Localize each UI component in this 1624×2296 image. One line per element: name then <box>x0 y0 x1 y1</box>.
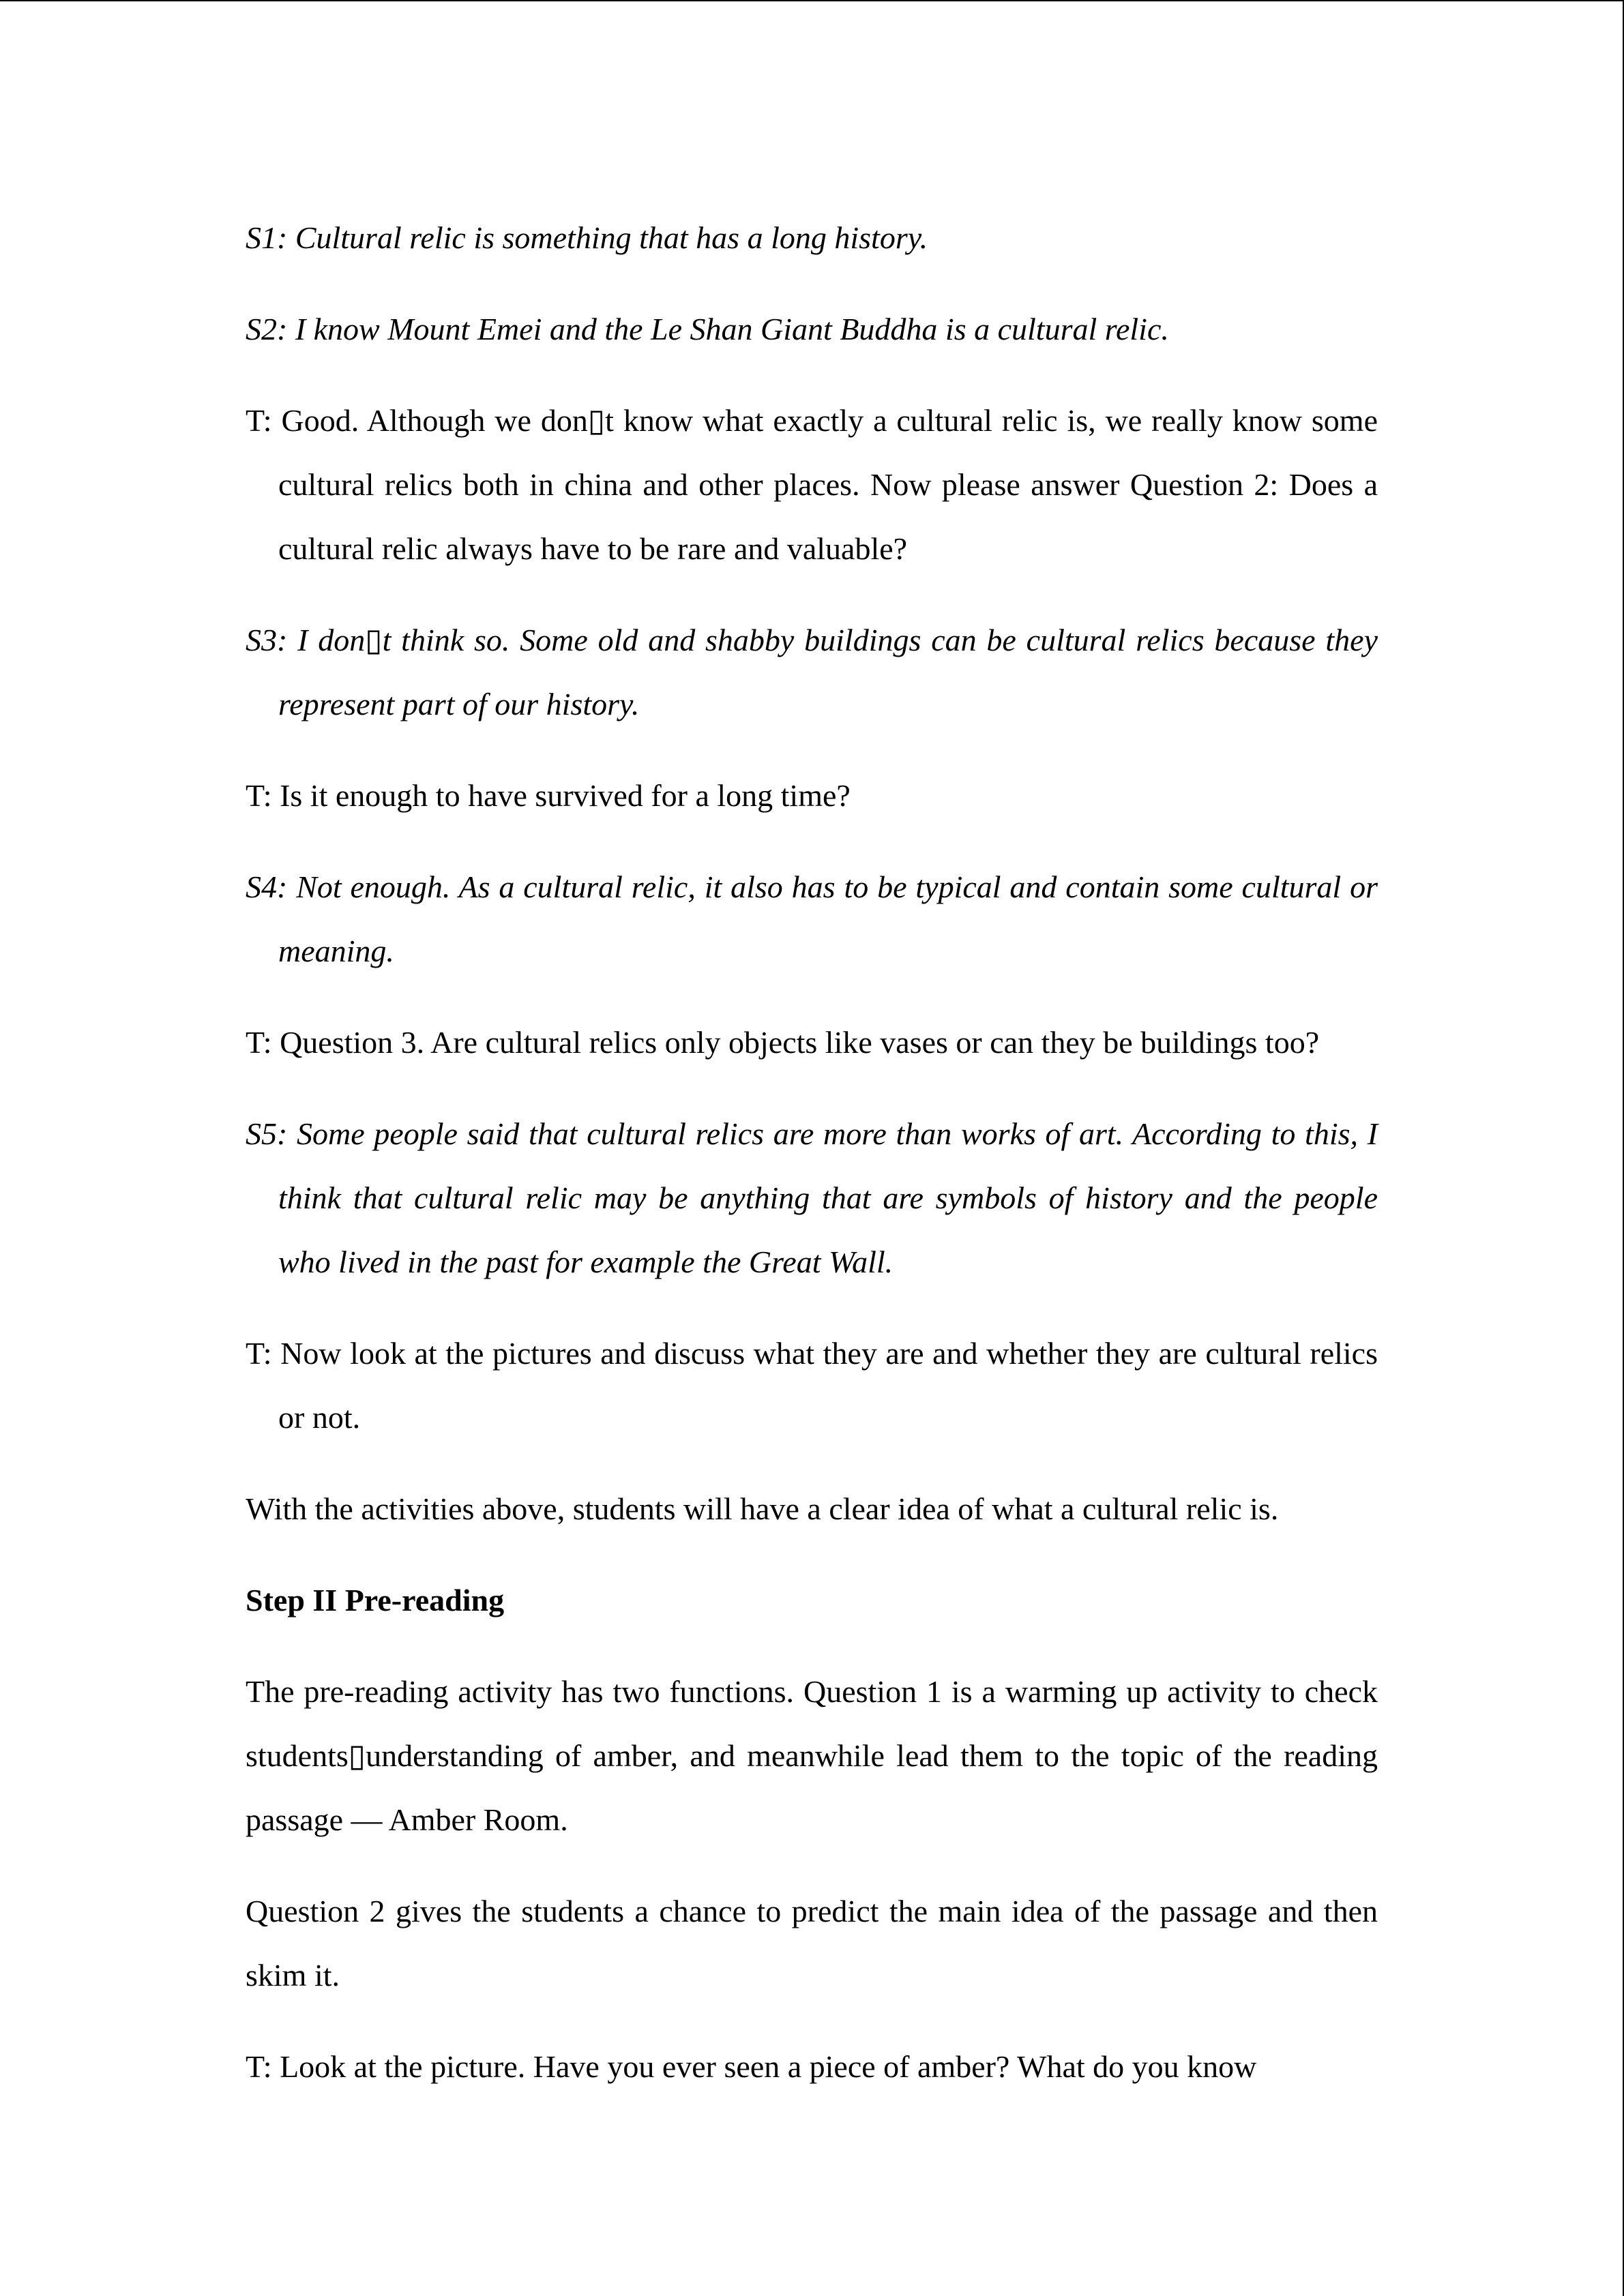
document-body <box>246 206 1378 2126</box>
body-paragraph-pre-reading-functions: The pre-reading activity has two functions. Question 1 is a warming up activity to check students▯understanding of amber, and meanwhile lead them to the topic of the reading passage — Amber Room. <box>246 1674 1378 1837</box>
student-answer-s2: S2: I know Mount Emei and the Le Shan Giant Buddha is a cultural relic. <box>246 312 1169 346</box>
teacher-line-pictures: T: Now look at the pictures and discuss what they are and whether they are cultural relics or not. <box>246 1336 1378 1435</box>
body-paragraph-summary: With the activities above, students will have a clear idea of what a cultural relic is. <box>246 1491 1279 1526</box>
teacher-line-question-2: T: Good. Although we don▯t know what exactly a cultural relic is, we really know some cultural relics both in china and other places. Now please answer Question 2: Does a cultural relic always have to be rare and valuable? <box>246 403 1378 566</box>
teacher-line-amber: T: Look at the picture. Have you ever seen a piece of amber? What do you know <box>246 2049 1257 2084</box>
student-answer-s5: S5: Some people said that cultural relics are more than works of art. According to this, I think that cultural relic may be anything that are symbols of history and the people who lived in the past for example the Great Wall. <box>246 1116 1378 1279</box>
teacher-line-question-3: T: Question 3. Are cultural relics only objects like vases or can they be buildings too? <box>246 1025 1320 1060</box>
body-paragraph-question-2: Question 2 gives the students a chance to predict the main idea of the passage and then skim it. <box>246 1894 1378 1993</box>
student-answer-s1: S1: Cultural relic is something that has a long history. <box>246 220 928 255</box>
student-answer-s3: S3: I don▯t think so. Some old and shabby buildings can be cultural relics because they represent part of our history. <box>246 623 1378 721</box>
teacher-line-survival: T: Is it enough to have survived for a long time? <box>246 778 851 813</box>
section-heading-pre-reading: Step II Pre-reading <box>246 1583 505 1617</box>
student-answer-s4: S4: Not enough. As a cultural relic, it also has to be typical and contain some cultural or meaning. <box>246 869 1378 968</box>
